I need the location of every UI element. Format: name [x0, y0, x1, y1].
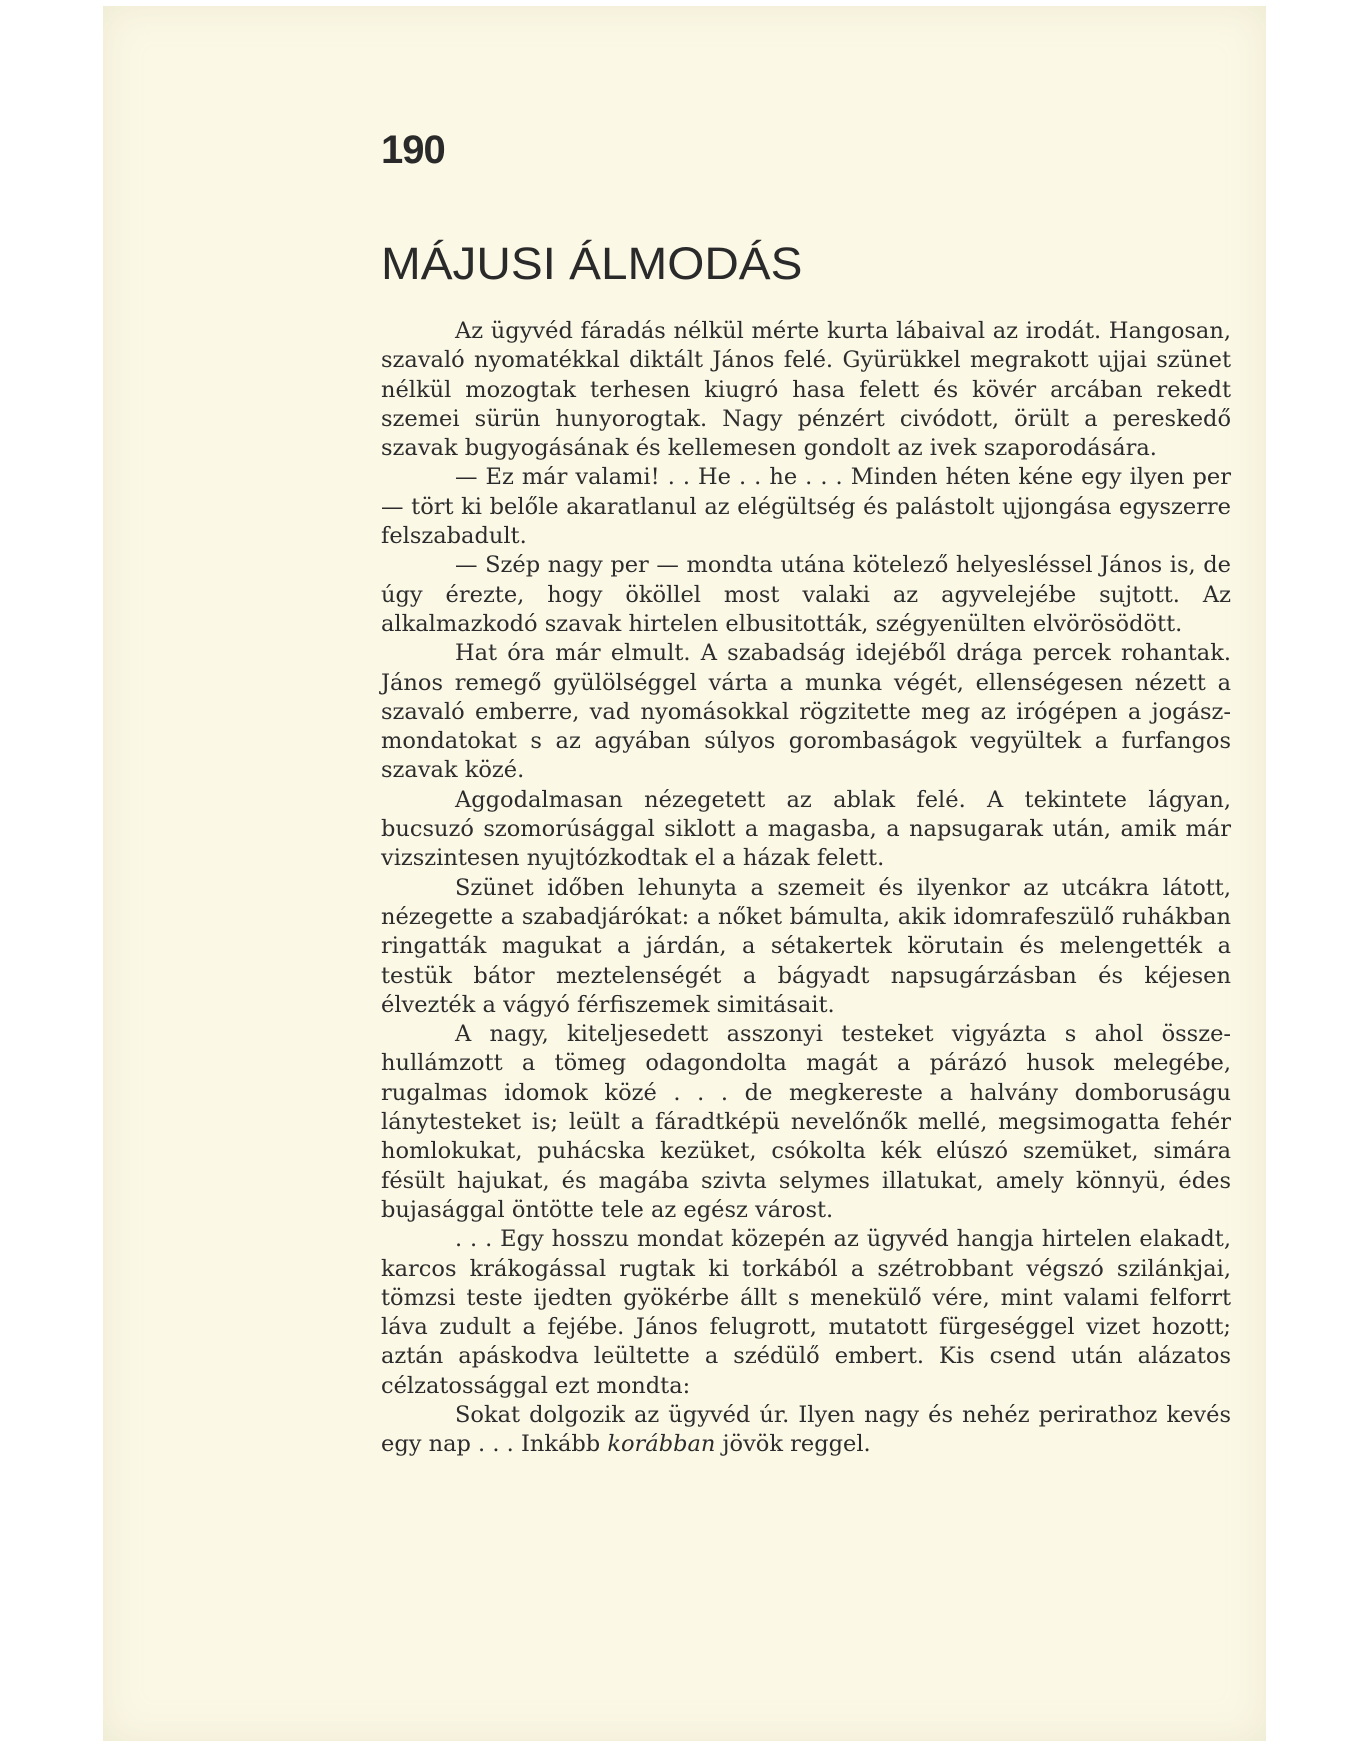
paragraph-5: Aggodalmasan nézegetett az ablak felé. A tekintete lágyan, bucsuzó szomorúsággal siklott a magasba, a napsugarak után, amik már vizszintesen nyujtózkodtak el a házak felett.	[381, 786, 1231, 872]
chapter-title: MÁJUSI ÁLMODÁS	[381, 238, 803, 289]
book-page	[103, 6, 1266, 1741]
paragraph-1: Az ügyvéd fáradás nélkül mérte kurta lábaival az irodát. Hangosan, szavaló nyomatékkal diktált János felé. Gyürükkel megrakott ujjai szünet nélkül mozogtak terhesen kiugró hasa felett és kövér arcában rekedt szemei sürün hunyorogtak. Nagy pénzért civódott, örült a pereskedő szavak bugyogásának és kellemesen gondolt az ivek szaporodására.	[381, 318, 1231, 462]
paragraph-9-end: jövök reggel.	[715, 1431, 871, 1458]
paragraph-6: Szünet időben lehunyta a szemeit és ilyenkor az utcákra látott, nézegette a szabadjárókat: a nőket bámulta, akik idomrafeszülő ruhákban ringatták magukat a járdán, a sétakertek körutain és melengették a testük bátor meztelenségét a bágyadt napsugárzásban és kéjesen élvezték a vágyó férfiszemek simitásait.	[381, 874, 1231, 1018]
paragraph-7: A nagy, kiteljesedett asszonyi testeket vigyázta s ahol összehullámzott a tömeg odagondolta magát a párázó husok melegébe, rugalmas idomok közé . . . de megkereste a halvány domboruságu lánytesteket is; leült a fáradtképü nevelőnők mellé, megsimogatta fehér homlokukat, puhácska kezüket, csókolta kék elúszó szemüket, simára fésült hajukat, és magába szivta selymes illatukat, amely könnyü, édes bujasággal öntötte tele az egész várost.	[381, 1021, 1231, 1223]
paragraph-8: . . . Egy hosszu mondat közepén az ügyvéd hangja hirtelen elakadt, karcos krákogással rugtak ki torkából a szétrobbant végszó szilánkjai, tömzsi teste ijedten gyökérbe állt s menekülő vére, mint valami felforrt láva zudult a fejébe. János felugrott, mutatott fürgeséggel vizet hozott; aztán apáskodva leültette a szédülő embert. Kis csend után alázatos célzatossággal ezt mondta:	[381, 1226, 1231, 1399]
paragraph-2: — Ez már valami! . . He . . he . . . Minden héten kéne egy ilyen per — tört ki belőle akaratlanul az elégültség és palástolt ujjongása egyszerre felszabadult.	[381, 464, 1231, 550]
page-number: 190	[381, 128, 445, 172]
paragraph-4: Hat óra már elmult. A szabadság idejéből drága percek rohantak. János remegő gyülölséggel várta a munka végét, ellenségesen nézett a szavaló emberre, vad nyomásokkal rögzitette meg az irógépen a jogász-mondatokat s az agyában súlyos gorombaságok vegyültek a furfangos szavak közé.	[381, 640, 1231, 784]
emphasis-text: korábban	[607, 1431, 716, 1458]
paragraph-9	[381, 1401, 1231, 1460]
paragraph-9-start: Sokat dolgozik az ügyvéd úr. Ilyen nagy és nehéz perirathoz kevés egy nap . . . Inkább	[381, 1401, 1231, 1458]
body-text	[381, 317, 1231, 1460]
paragraph-3: — Szép nagy per — mondta utána kötelező helyesléssel János is, de úgy érezte, hogy ököllel most valaki az agyvelejébe sujtott. Az alkalmazkodó szavak hirtelen elbusitották, szégyenülten elvörösödött.	[381, 552, 1231, 637]
